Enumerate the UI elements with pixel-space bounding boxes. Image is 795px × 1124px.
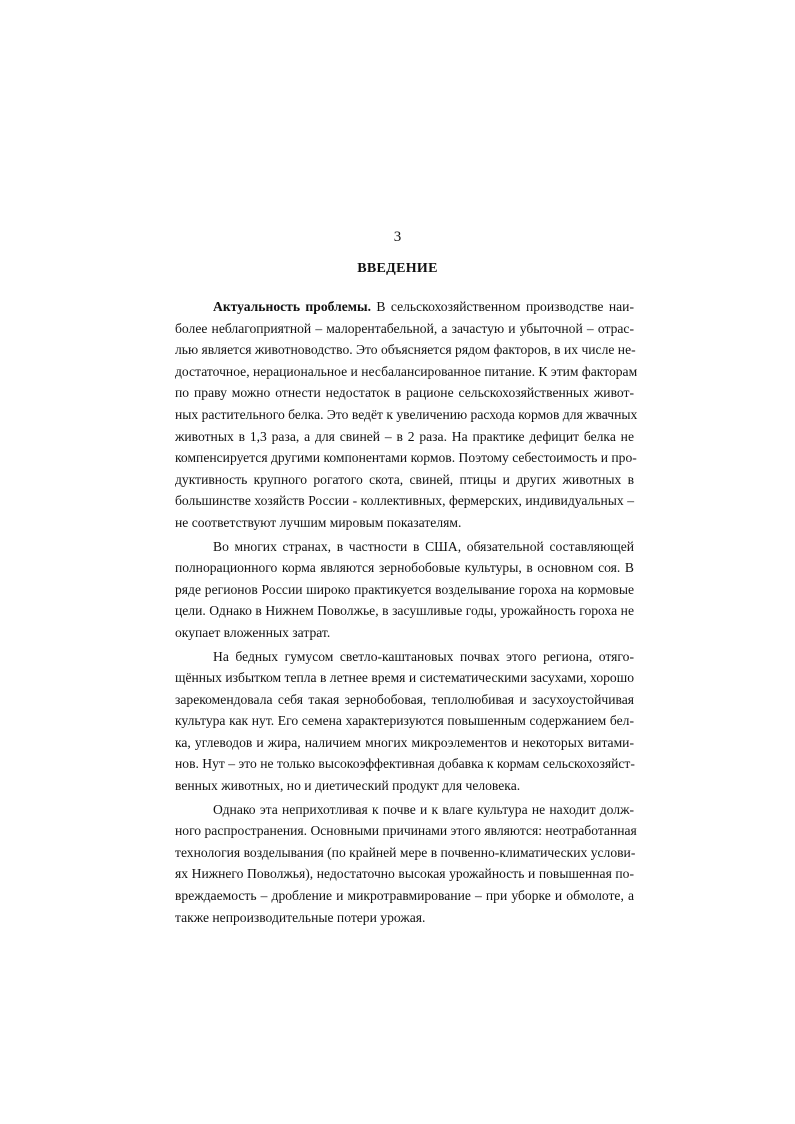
text-line: цели. Однако в Нижнем Поволжье, в засушливые годы, урожайность гороха не — [175, 603, 634, 619]
paragraph-chickpea — [175, 646, 634, 797]
text-line: нов. Нут – это не только высокоэффективная добавка к кормам сельскохозяйст- — [175, 756, 635, 772]
text-line: ка, углеводов и жира, наличием многих микроэлементов и некоторых витами- — [175, 734, 634, 750]
text-line: технология возделывания (по крайней мере в почвенно-климатических услови- — [175, 844, 636, 860]
text-line: венных животных, но и диетический продукт для человека. — [175, 778, 521, 794]
paragraph-usa-soy — [175, 536, 634, 644]
text-line: Во многих странах, в частности в США, обязательной составляющей — [213, 538, 634, 554]
text-line: ряде регионов России широко практикуется возделывание гороха на кормовые — [175, 581, 634, 597]
text-line: не соответствуют лучшим мировым показателям. — [175, 514, 462, 530]
text-line: по праву можно отнести недостаток в рационе сельскохозяйственных живот- — [175, 385, 634, 401]
page-number: 3 — [393, 229, 402, 245]
text-line: также непроизводительные потери урожая. — [175, 909, 426, 925]
text-line-rest: В сельскохозяйственном производстве наи- — [371, 299, 634, 314]
text-line: окупает вложенных затрат. — [175, 624, 331, 640]
text-line: щённых избытком тепла в летнее время и систематическими засухами, хорошо — [175, 670, 634, 686]
text-line: На бедных гумусом светло-каштановых почвах этого региона, отяго- — [213, 648, 634, 664]
paragraph-relevance — [175, 296, 638, 534]
text-line: лью является животноводство. Это объясняется рядом факторов, в их числе не- — [175, 342, 636, 358]
body-text — [175, 296, 638, 928]
text-line: вреждаемость – дробление и микротравмирование – при уборке и обмолоте, а — [175, 888, 634, 904]
text-line — [175, 296, 634, 318]
text-line: животных в 1,3 раза, а для свиней – в 2 раза. На практике дефицит белка не — [175, 428, 634, 444]
text-line: дуктивность крупного рогатого скота, свиней, птицы и других животных в — [175, 471, 634, 487]
text-line: зарекомендовала себя такая зернобобовая, теплолюбивая и засухоустойчивая — [175, 691, 634, 707]
text-line: достаточное, нерациональное и несбалансированное питание. К этим факторам — [175, 363, 638, 379]
text-line: культура как нут. Его семена характеризуются повышенным содержанием бел- — [175, 713, 634, 729]
chapter-title: ВВЕДЕНИЕ — [357, 261, 438, 276]
text-line: более неблагоприятной – малорентабельной, а зачастую и убыточной – отрас- — [175, 320, 634, 336]
text-line: ных растительного белка. Это ведёт к увеличению расхода кормов для жвачных — [175, 406, 638, 422]
text-line: большинстве хозяйств России - коллективных, фермерских, индивидуальных – — [175, 493, 634, 509]
text-line: компенсируется другими компонентами кормов. Поэтому себестоимость и про- — [175, 450, 637, 466]
paragraph-problems — [175, 799, 637, 929]
text-line: ного распространения. Основными причинами этого являются: неотработанная — [175, 823, 637, 839]
text-line: полнорационного корма являются зернобобовые культуры, в основном соя. В — [175, 560, 634, 576]
text-line: Однако эта неприхотливая к почве и к влаге культура не находит долж- — [213, 801, 634, 817]
paragraph-lead-heading: Актуальность проблемы. — [213, 299, 372, 314]
text-line: ях Нижнего Поволжья), недостаточно высокая урожайность и повышенная по- — [175, 866, 634, 882]
